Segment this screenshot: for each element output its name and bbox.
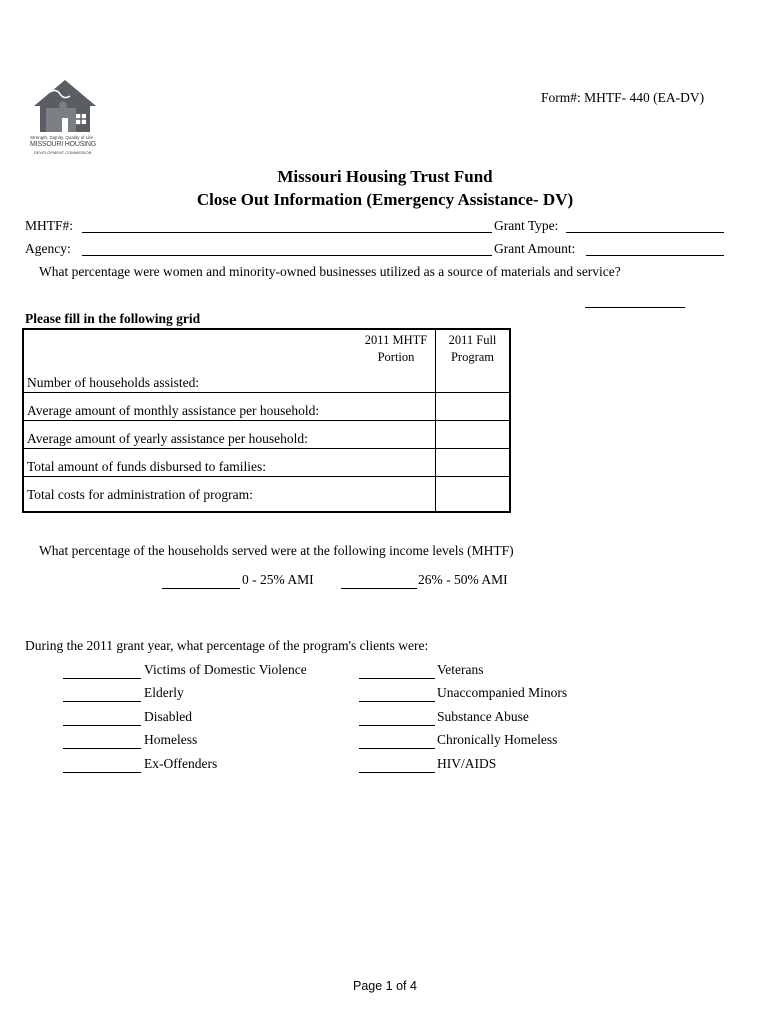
agency-input[interactable]	[82, 255, 492, 256]
homeless-label: Homeless	[144, 732, 198, 747]
grant-type-input[interactable]	[566, 232, 724, 233]
hiv-aids-label: HIV/AIDS	[437, 756, 497, 771]
page-subtitle: Close Out Information (Emergency Assistance- DV)	[196, 190, 574, 209]
page-number: Page 1 of 4	[353, 979, 417, 993]
income-0-25-input[interactable]	[162, 588, 240, 589]
chronically-homeless-input[interactable]	[359, 748, 435, 749]
minority-question: What percentage were women and minority-owned businesses utilized as a source of materials and service?	[39, 264, 621, 279]
veterans-label: Veterans	[437, 662, 484, 677]
row-funds-disbursed: Total amount of funds disbursed to families:	[27, 459, 267, 474]
logo-tagline: Strength, Dignity, Quality of Life	[30, 135, 93, 140]
house-puzzle-logo-icon	[32, 78, 98, 134]
veterans-input[interactable]	[359, 678, 435, 679]
logo	[30, 78, 102, 160]
col-header-full-line2: Program	[450, 350, 495, 364]
col-header-mhtf-line1: 2011 MHTF	[364, 333, 428, 347]
income-26-50-label: 26% - 50% AMI	[418, 572, 508, 587]
cell-monthly-full[interactable]	[436, 421, 509, 448]
grant-type-label: Grant Type:	[494, 218, 559, 233]
cell-households-full[interactable]	[436, 393, 509, 420]
income-0-25-label: 0 - 25% AMI	[242, 572, 314, 587]
col-header-mhtf	[360, 332, 432, 366]
homeless-input[interactable]	[63, 748, 141, 749]
elderly-label: Elderly	[144, 685, 184, 700]
mhtf-input[interactable]	[82, 232, 492, 233]
row-admin-costs: Total costs for administration of program:	[27, 487, 253, 502]
logo-org-subtitle: DEVELOPMENT COMMISSION	[34, 150, 92, 155]
unaccompanied-minors-input[interactable]	[359, 701, 435, 702]
logo-org-name: MISSOURI HOUSING	[30, 141, 97, 148]
col-header-full-line1: 2011 Full	[448, 333, 497, 347]
ex-offenders-input[interactable]	[63, 772, 141, 773]
victims-dv-label: Victims of Domestic Violence	[144, 662, 307, 677]
substance-abuse-input[interactable]	[359, 725, 435, 726]
disabled-input[interactable]	[63, 725, 141, 726]
ex-offenders-label: Ex-Offenders	[144, 756, 218, 771]
income-26-50-input[interactable]	[341, 588, 417, 589]
cell-yearly-full[interactable]	[436, 449, 509, 476]
income-question: What percentage of the households served were at the following income levels (MHTF)	[39, 543, 514, 558]
clients-question: During the 2011 grant year, what percentage of the program's clients were:	[25, 638, 429, 653]
substance-abuse-label: Substance Abuse	[437, 709, 529, 724]
chronically-homeless-label: Chronically Homeless	[437, 732, 558, 747]
hiv-aids-input[interactable]	[359, 772, 435, 773]
agency-label: Agency:	[25, 241, 71, 256]
col-header-mhtf-line2: Portion	[377, 350, 415, 364]
assistance-grid	[22, 328, 511, 513]
disabled-label: Disabled	[144, 709, 192, 724]
grid-heading: Please fill in the following grid	[25, 311, 201, 326]
row-monthly-assistance: Average amount of monthly assistance per household:	[27, 403, 320, 418]
mhtf-label: MHTF#:	[25, 218, 74, 233]
minority-percentage-input[interactable]	[585, 307, 685, 308]
form-number: Form#: MHTF- 440 (EA-DV)	[541, 90, 705, 105]
grant-amount-input[interactable]	[586, 255, 724, 256]
grant-amount-label: Grant Amount:	[494, 241, 576, 256]
elderly-input[interactable]	[63, 701, 141, 702]
victims-dv-input[interactable]	[63, 678, 141, 679]
cell-disbursed-full[interactable]	[436, 477, 509, 511]
row-households-assisted: Number of households assisted:	[27, 375, 200, 390]
row-yearly-assistance: Average amount of yearly assistance per household:	[27, 431, 308, 446]
page-title: Missouri Housing Trust Fund	[277, 167, 493, 186]
unaccompanied-minors-label: Unaccompanied Minors	[437, 685, 568, 700]
col-header-full	[436, 332, 509, 366]
